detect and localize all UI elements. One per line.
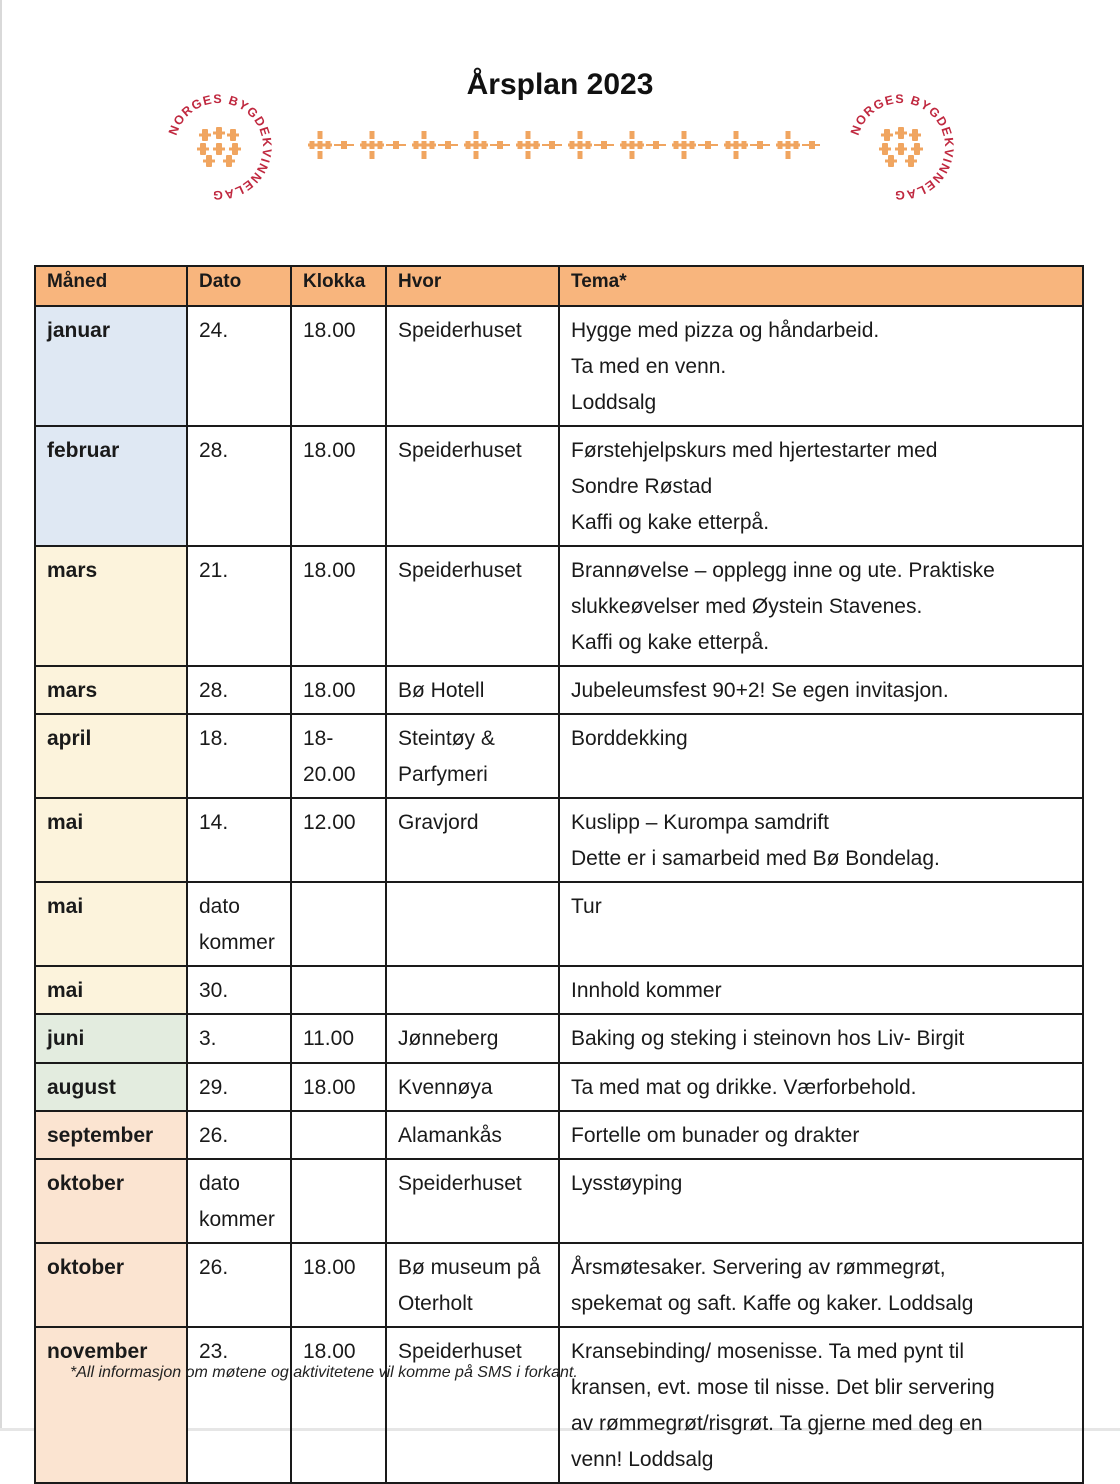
- cell-month: mai: [35, 882, 187, 966]
- cell-theme: [559, 882, 1083, 966]
- cell-time: 18.00: [291, 426, 386, 546]
- theme-line: Jubeleumsfest 90+2! Se egen invitasjon.: [571, 679, 949, 702]
- cell-date-line: kommer: [199, 1208, 275, 1231]
- cell-place: Gravjord: [386, 798, 559, 882]
- cell-date: 18.: [187, 714, 291, 798]
- cell-place: Speiderhuset: [386, 426, 559, 546]
- cell-time: 18.00: [291, 1063, 386, 1111]
- footnote: *All informasjon om møtene og aktivitetene vil komme på SMS i forkant.: [70, 1364, 578, 1381]
- cell-place: Bø Hotell: [386, 666, 559, 714]
- column-header-theme: Tema*: [559, 266, 1083, 306]
- theme-line: Sondre Røstad: [571, 475, 713, 498]
- cell-month: april: [35, 714, 187, 798]
- cell-place-line: Oterholt: [398, 1292, 473, 1315]
- cell-theme: [559, 1243, 1083, 1327]
- cell-time: 18.00: [291, 666, 386, 714]
- cell-month: mai: [35, 798, 187, 882]
- theme-line: Fortelle om bunader og drakter: [571, 1124, 860, 1147]
- column-header-place: Hvor: [386, 266, 559, 306]
- theme-line: spekemat og saft. Kaffe og kaker. Loddsalg: [571, 1292, 974, 1315]
- logo-emblem: [164, 92, 274, 202]
- cell-place: Alamankås: [386, 1111, 559, 1159]
- cell-time: 18.00: [291, 1243, 386, 1327]
- table-row: [35, 714, 1083, 798]
- theme-line: Ta med mat og drikke. Værforbehold.: [571, 1076, 917, 1099]
- cell-date: 30.: [187, 966, 291, 1014]
- cell-place: [386, 882, 559, 966]
- cell-month: mars: [35, 666, 187, 714]
- theme-line: Tur: [571, 895, 602, 918]
- cell-month: juni: [35, 1014, 187, 1063]
- theme-line: Loddsalg: [571, 391, 657, 414]
- cell-theme: [559, 1111, 1083, 1159]
- table-row: [35, 1327, 1083, 1483]
- table-row: [35, 426, 1083, 546]
- cell-date: 29.: [187, 1063, 291, 1111]
- cell-theme: [559, 966, 1083, 1014]
- column-header-time: Klokka: [291, 266, 386, 306]
- theme-line: venn! Loddsalg: [571, 1448, 714, 1471]
- bygdekvinnelag-logo-left: [164, 92, 274, 202]
- table-row: [35, 1063, 1083, 1111]
- table-row: [35, 666, 1083, 714]
- cell-date-line: kommer: [199, 931, 275, 954]
- table-row: [35, 882, 1083, 966]
- cell-theme: [559, 1159, 1083, 1243]
- theme-line: av rømmegrøt/risgrøt. Ta gjerne med deg en: [571, 1412, 983, 1435]
- cell-place: [386, 966, 559, 1014]
- cell-date: 28.: [187, 666, 291, 714]
- cell-place: Speiderhuset: [386, 546, 559, 666]
- cell-month: mars: [35, 546, 187, 666]
- cell-time: [291, 882, 386, 966]
- decorative-pattern-band: [300, 124, 820, 166]
- column-header-date: Dato: [187, 266, 291, 306]
- svg-text:NORGES BYGDEKVINNELAG: NORGES BYGDEKVINNELAG: [165, 92, 274, 202]
- theme-line: Kransebinding/ mosenisse. Ta med pynt til: [571, 1340, 964, 1363]
- cell-time: [291, 966, 386, 1014]
- cell-date: 3.: [187, 1014, 291, 1063]
- cell-date: 26.: [187, 1243, 291, 1327]
- theme-line: Årsmøtesaker. Servering av rømmegrøt,: [571, 1256, 946, 1279]
- cell-theme: [559, 1327, 1083, 1483]
- cell-time: [291, 1111, 386, 1159]
- table-header-row: [35, 266, 1083, 306]
- cell-month: mai: [35, 966, 187, 1014]
- table-row: [35, 1014, 1083, 1063]
- cell-place: [386, 1243, 559, 1327]
- cell-theme: [559, 1063, 1083, 1111]
- cell-time: 12.00: [291, 798, 386, 882]
- table-row: [35, 966, 1083, 1014]
- cell-theme: [559, 798, 1083, 882]
- cell-place: Speiderhuset: [386, 1159, 559, 1243]
- theme-line: Innhold kommer: [571, 979, 722, 1002]
- cell-theme: [559, 666, 1083, 714]
- cell-place-line: Bø museum på: [398, 1256, 541, 1279]
- theme-line: slukkeøvelser med Øystein Stavenes.: [571, 595, 923, 618]
- cell-place: Jønneberg: [386, 1014, 559, 1063]
- cell-date-line: dato: [199, 895, 240, 918]
- cell-date: [187, 882, 291, 966]
- table-row: [35, 306, 1083, 426]
- cell-date: 24.: [187, 306, 291, 426]
- theme-line: Lysstøyping: [571, 1172, 683, 1195]
- cell-month: oktober: [35, 1159, 187, 1243]
- cell-month: oktober: [35, 1243, 187, 1327]
- cell-date: 28.: [187, 426, 291, 546]
- theme-line: Kaffi og kake etterpå.: [571, 631, 770, 654]
- cell-time: 11.00: [291, 1014, 386, 1063]
- table-row: [35, 1243, 1083, 1327]
- cell-place: Speiderhuset: [386, 1327, 559, 1483]
- cell-theme: [559, 306, 1083, 426]
- table-row: [35, 546, 1083, 666]
- theme-line: Hygge med pizza og håndarbeid.: [571, 319, 880, 342]
- cell-time-line: 20.00: [303, 763, 356, 786]
- cell-theme: [559, 546, 1083, 666]
- cell-month: november: [35, 1327, 187, 1483]
- table-row: [35, 1111, 1083, 1159]
- cell-time: 18.00: [291, 306, 386, 426]
- cell-month: februar: [35, 426, 187, 546]
- cell-month: august: [35, 1063, 187, 1111]
- page-edge: [0, 0, 2, 1431]
- table-row: [35, 798, 1083, 882]
- cell-date: 14.: [187, 798, 291, 882]
- cell-place: [386, 714, 559, 798]
- cell-date: [187, 1159, 291, 1243]
- cell-theme: [559, 714, 1083, 798]
- theme-line: kransen, evt. mose til nisse. Det blir servering: [571, 1376, 995, 1399]
- cell-date: 21.: [187, 546, 291, 666]
- cell-date: 26.: [187, 1111, 291, 1159]
- cell-place-line: Parfymeri: [398, 763, 488, 786]
- cell-place-line: Steintøy &: [398, 727, 495, 750]
- cell-month: september: [35, 1111, 187, 1159]
- cell-time: 18.00: [291, 546, 386, 666]
- theme-line: Ta med en venn.: [571, 355, 727, 378]
- cell-date: 23.: [187, 1327, 291, 1483]
- cell-time: [291, 1159, 386, 1243]
- theme-line: Brannøvelse – opplegg inne og ute. Praktiske: [571, 559, 995, 582]
- page-title: Årsplan 2023: [466, 68, 654, 101]
- cell-theme: [559, 426, 1083, 546]
- table-row: [35, 1159, 1083, 1243]
- cell-time: [291, 714, 386, 798]
- svg-text:NORGES BYGDEKVINNELAG: NORGES BYGDEKVINNELAG: [847, 92, 956, 202]
- theme-line: Baking og steking i steinovn hos Liv- Birgit: [571, 1027, 965, 1050]
- theme-line: Kuslipp – Kurompa samdrift: [571, 811, 829, 834]
- cell-place: Kvennøya: [386, 1063, 559, 1111]
- cell-time-line: 18-: [303, 727, 334, 750]
- cell-month: januar: [35, 306, 187, 426]
- cell-place: Speiderhuset: [386, 306, 559, 426]
- cell-theme: [559, 1014, 1083, 1063]
- cell-date-line: dato: [199, 1172, 240, 1195]
- column-header-month: Måned: [35, 266, 187, 306]
- theme-line: Førstehjelpskurs med hjertestarter med: [571, 439, 938, 462]
- logo-emblem: [846, 92, 956, 202]
- cell-time: 18.00: [291, 1327, 386, 1483]
- activity-table: [34, 265, 1084, 1484]
- theme-line: Kaffi og kake etterpå.: [571, 511, 770, 534]
- bygdekvinnelag-logo-right: [846, 92, 956, 202]
- theme-line: Borddekking: [571, 727, 688, 750]
- theme-line: Dette er i samarbeid med Bø Bondelag.: [571, 847, 940, 870]
- pattern-icon: [300, 124, 820, 166]
